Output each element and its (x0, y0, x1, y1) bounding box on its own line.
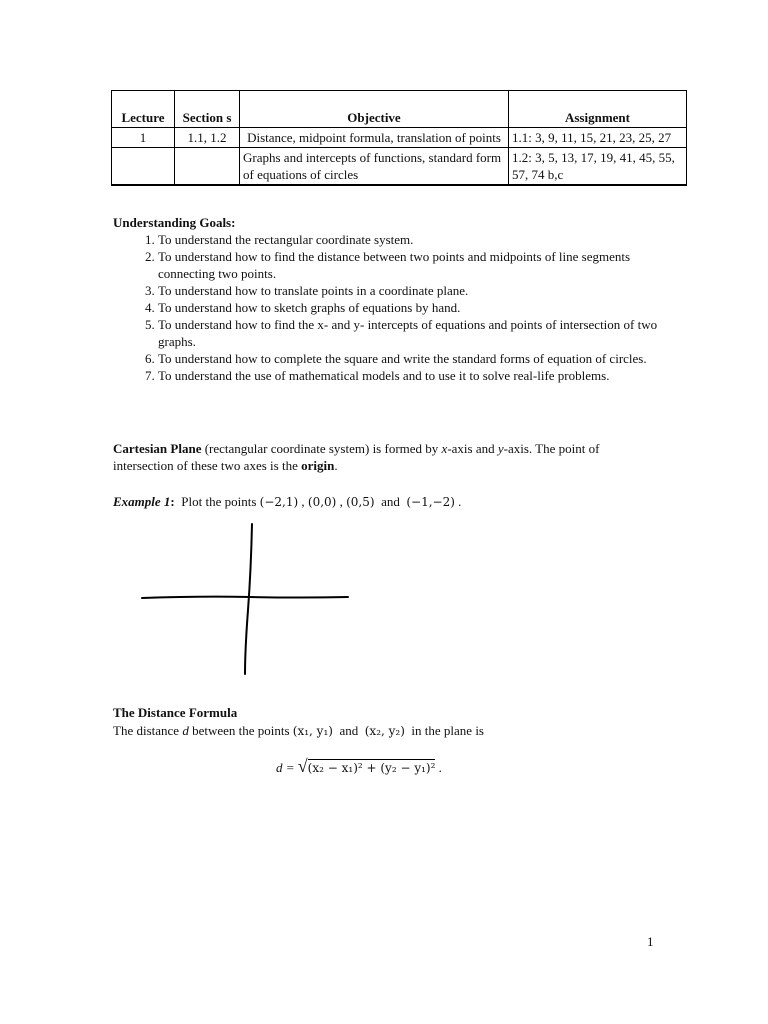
example-colon: : (170, 494, 175, 509)
cartesian-text-3: -axis. The point of intersection of these two axes is the (113, 441, 600, 473)
example-text: Plot the points (174, 494, 260, 509)
point-1: (−2,1) (259, 495, 299, 509)
y-axis-line (245, 524, 252, 674)
cell-lecture (112, 148, 175, 186)
formula-radicand: (x₂ − x₁)² + (y₂ − y₁)² (307, 761, 436, 775)
example-1 (113, 493, 643, 511)
cell-sections (175, 148, 240, 186)
list-item: 7. To understand the use of mathematical models and to use it to solve real-life problems. (158, 367, 673, 384)
cell-assignment: 1.2: 3, 5, 13, 17, 19, 41, 45, 55, 57, 74 b,c (509, 148, 687, 186)
example-label: Example 1 (113, 494, 171, 509)
list-item: 3. To understand how to translate points in a coordinate plane. (158, 282, 673, 299)
schedule-table (111, 90, 687, 186)
header-assignment: Assignment (509, 91, 687, 128)
point-2: (0,0) (307, 495, 337, 509)
cartesian-text-4: . (334, 458, 338, 473)
cartesian-term: Cartesian Plane (113, 441, 202, 456)
cell-lecture: 1 (112, 128, 175, 148)
list-item: 5. To understand how to find the x- and y- intercepts of equations and points of intersection of two graphs. (158, 316, 673, 350)
cartesian-text-1: (rectangular coordinate system) is formed by (201, 441, 442, 456)
cartesian-text-2: -axis and (447, 441, 498, 456)
header-lecture: Lecture (112, 91, 175, 128)
cell-objective: Graphs and intercepts of functions, standard form of equations of circles (240, 148, 509, 186)
cell-sections: 1.1, 1.2 (175, 128, 240, 148)
and-word: and (332, 723, 365, 738)
goals-heading: Understanding Goals: (113, 215, 236, 230)
distance-text-2: between the points (188, 723, 293, 738)
cell-assignment: 1.1: 3, 9, 11, 15, 21, 23, 25, 27 (509, 128, 687, 148)
list-item: 2. To understand how to find the distance between two points and midpoints of line segments connecting two points. (158, 248, 673, 282)
list-item: 4. To understand how to sketch graphs of equations by hand. (158, 299, 673, 316)
separator: , (298, 494, 308, 509)
page-number: 1 (647, 934, 654, 949)
origin-term: origin (301, 458, 335, 473)
hand-drawn-axes (140, 520, 352, 678)
y-variable: y (497, 441, 504, 456)
distance-description (113, 722, 643, 740)
distance-formula-heading: The Distance Formula (113, 705, 238, 720)
point-3: (0,5) (346, 495, 375, 509)
cartesian-paragraph (113, 440, 643, 474)
point-4: (−1,−2) (406, 495, 455, 509)
header-objective: Objective (240, 91, 509, 128)
list-item: 1. To understand the rectangular coordinate system. (158, 231, 673, 248)
formula-end: . (435, 760, 442, 775)
table-row (112, 148, 687, 186)
cell-objective: Distance, midpoint formula, translation of points (240, 128, 509, 148)
x-axis-line (142, 597, 348, 598)
table-header-row (112, 91, 687, 128)
header-sections: Section s (175, 91, 240, 128)
and-word: and (374, 494, 407, 509)
table-row (112, 128, 687, 148)
point-one: (x₁, y₁) (292, 724, 333, 738)
list-item: 6. To understand how to complete the square and write the standard forms of equation of circles. (158, 350, 673, 367)
goals-list (113, 231, 673, 384)
d-variable: d (182, 723, 189, 738)
distance-text-3: in the plane is (404, 723, 484, 738)
point-two: (x₂, y₂) (364, 724, 405, 738)
sqrt-symbol: √ (297, 756, 308, 776)
formula-lhs: d = (276, 760, 298, 775)
distance-text-1: The distance (113, 723, 183, 738)
example-end: . (454, 494, 462, 509)
separator: , (336, 494, 347, 509)
distance-formula (276, 758, 442, 777)
x-variable: x (441, 441, 448, 456)
